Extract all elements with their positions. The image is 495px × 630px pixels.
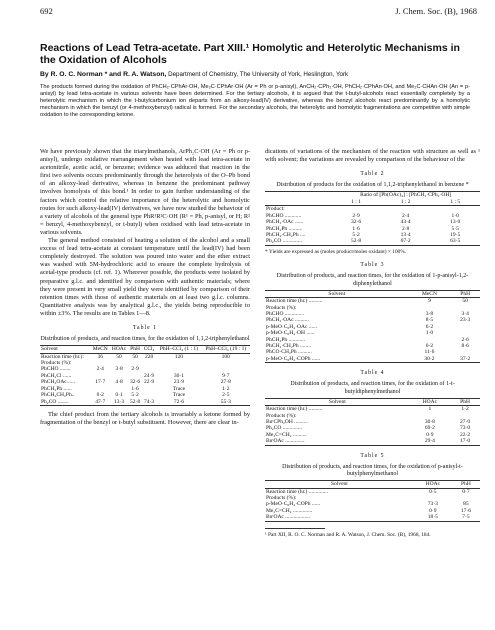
table-4-header: PhH [460,398,470,405]
table-1-header-solvent: Solvent [41,346,58,353]
row-label: PhCHO ........ [41,366,71,373]
row-label: Ph₂CO .............. [266,238,302,245]
table-4-number: Table 4 [360,370,385,377]
table-1-header: HOAc [111,346,127,353]
table-1 [40,345,250,406]
table-3-time-label: Reaction time (hr.) .......... [266,298,323,305]
table-cell: 100 [221,353,230,360]
row-label: PhCH₂·CH₂Ph ........ [266,343,311,350]
table-4-time-label: Reaction time (hr.) .......... [266,406,323,413]
right-column [265,148,480,538]
row-label: p-MeO·C₆H₄·COPh ...... [266,355,321,362]
table-cell: 69·2 [424,425,435,432]
table-cell: 23·3 [460,317,471,324]
table-3 [265,290,480,363]
table-cell: 67·2 [400,238,411,245]
table-cell: 50 [462,298,468,305]
table-cell: 5·5 [451,225,459,232]
table-cell: 55·3 [220,398,231,405]
table-cell: 120 [174,353,184,360]
table-cell: 3·4 [461,311,469,318]
table-5-products-label: Products (%): [266,494,297,501]
table-3-number: Table 3 [360,262,385,269]
table-cell: 22·9 [144,379,155,386]
table-cell: 72·6 [173,398,184,405]
table-1-header: MeCN [92,346,108,353]
table-cell: 0·9 [429,507,437,514]
table-cell: 3·8 [425,311,434,318]
table-cell: 11·6 [424,349,435,356]
table-cell: 2·6 [461,336,469,343]
table-1-caption: Distribution of products, and reaction times, for the oxidation of 1,1,2-triphenylethanol [40,336,250,343]
table-cell: 1·2 [461,406,469,413]
row-label: PhCHO .............. [266,311,305,318]
table-cell: 8·5 [425,317,434,324]
table-cell: 36 [97,353,103,360]
table-2 [265,191,480,245]
table-cell: 2·4 [96,366,104,373]
table-cell: 2·9 [352,212,360,219]
table-cell: 3·8 [115,366,123,373]
table-cell: 6·2 [425,323,434,330]
row-label: p-MeO·C₆H₄·COPh ...... [266,501,321,508]
discussion-paragraph: The chief product from the tertiary alcohols is invariably a ketone formed by fragmentation of the benzyl or t-butyl substituent. However, there are clear in- [40,410,250,427]
row-label: Me₂C=CH₂ .............. [266,507,313,514]
table-2-ratio-label: Ratio of [Pb(OAc)₄] : [PhCH₂·CPh₂·OH] [360,192,452,199]
row-label: BuᵗCPh₂OH .......... [266,419,308,426]
table-cell: 2·5 [222,392,230,399]
row-label: PhCH₂·OAc .......... [266,317,309,324]
row-label: PhCH₂·CH₂Ph .... [266,231,306,238]
table-cell: 4·8 [115,379,123,386]
table-cell: 19·5 [450,231,461,238]
table-1-header: PhH–CCl₄ (1 : 1) [159,346,198,353]
row-label: PhCH₂Ph ...... [41,385,72,392]
table-row [265,438,480,445]
table-cell: 13·4 [400,231,411,238]
author-names: By R. O. C. Norman * and R. A. Watson, [40,71,167,78]
table-cell: 1 [428,406,432,413]
table-cell: 0·5 [429,488,437,495]
method-paragraph: The general method consisted of heating a solution of the alcohol and a small excess of lead tetra-acetate at constant temperature until the lead(IV) had been completely destroyed. The solution was poured into water and the ether extract was washed with 5M-hydrochloric acid to ensure the complete hydrolysis of acetal-type products (cf. ref. 1). Wherever possible, the products were isolated by preparative g.l.c. and identified by comparison with authentic materials; where they were present in very small yield they were identified by comparison of their retention times with those of authentic materials on at least two g.l.c. columns. Quantitative analysis was by analytical g.l.c., the yields being reproducible to within ±3%. The results are in Tables 1—8. [40,237,250,317]
row-label: PhCH₂Ph ............ [266,336,306,343]
table-cell: 43·4 [400,219,411,226]
table-cell: 52·8 [351,238,362,245]
article-title: Reactions of Lead Tetra-acetate. Part XIII.¹ Homolytic and Heterolytic Mechanisms in the Oxidation of Alcohols [40,42,460,66]
row-label: p-MeO·C₆H₄·OAc ...... [266,323,318,330]
table-cell: 1·0 [451,212,459,219]
row-label: BuᵗOAc .............. [266,438,305,445]
row-label: PhCO·CH₂Ph .......... [266,349,312,356]
table-cell: 47·7 [95,398,106,405]
table-3-header-solvent: Solvent [328,290,346,297]
table-5-header: PhH [461,481,471,488]
table-cell: 5·2 [352,231,360,238]
table-1-header: PhH [130,346,140,353]
table-cell: 2·4 [401,212,410,219]
intro-paragraph: We have previously shown that the triarylmethanols, ArPh₂C·OH (Ar = Ph or p-anisyl), undergo oxidative rearrangement when heated with lead tetra-acetate in acetonitrile, acetic acid, or benzene; evidence was adduced that reaction in the first two solvents occurs predominantly through the heterolysis of the O–Pb bond of an alkoxy-lead derivative, whereas in benzene the predominant pathway involves homolysis of this bond.¹ In order to gain further understanding of the factors which control the relative importance of the heterolytic and homolytic routes for such alkoxy-lead(IV) derivatives, we have now studied the behaviour of a variety of alcohols of the general type PhR¹R²C·OH (R¹ = Ph, p-anisyl, or H; R² = benzyl, 4-methoxybenzyl, or t-butyl) when oxidised with lead tetra-acetate in various solvents. [40,148,250,236]
table-1-header: CCl₄ [143,346,155,353]
table-2-products-label: Product: [266,206,285,213]
table-4-caption: Distribution of products, and reaction times, for the oxidation of 1-t-butyldiphenylmethanol [290,381,455,395]
table-cell: 2·8 [401,225,410,232]
table-cell: 85 [463,501,469,508]
table-cell: 50 [132,353,138,360]
table-3-header: PhH [460,290,471,297]
table-3-caption: Distribution of products, and reaction times, for the oxidation of 1-p-anisyl-1,2-diphenylethanol [276,273,469,287]
table-cell: 7·5 [462,514,470,521]
table-cell: 18·5 [427,514,438,521]
table-cell: 8·6 [461,343,469,350]
affiliation: Department of Chemistry, The University of York, Heslington, York [168,71,349,78]
row-label: Me₂C=CH₂ .......... [266,431,307,438]
table-cell: 17·0 [460,438,471,445]
row-label: BuᵗOAc .................. [266,514,310,521]
table-cell: 0·2 [425,343,434,350]
footnote-divider [265,528,325,529]
table-cell: 24·9 [144,372,155,379]
table-row [265,514,480,521]
table-4-header-solvent: Solvent [328,398,346,405]
table-5-time-label: Reaction time (hr.) .............. [266,488,329,495]
table-cell: 0·9 [426,431,434,438]
row-label: PhCH₂·OAc ...... [266,219,304,226]
table-4-header: HOAc [422,398,438,405]
row-label: PhCH₂Cl ...... [41,372,72,379]
table-cell: 1·0 [425,330,434,337]
table-cell: 74·3 [144,398,155,405]
journal-reference: J. Chem. Soc. (B), 1968 [395,6,477,16]
table-cell: Trace [172,392,186,399]
row-label: Ph₂CO ........ [41,398,69,405]
table-cell: 63·5 [450,238,461,245]
table-cell: 27·8 [220,379,231,386]
table-cell: 73·3 [427,501,438,508]
left-column [40,148,250,427]
table-row [40,399,250,406]
table-cell: 13·0 [450,219,461,226]
row-label: PhCH₂Ph .......... [266,225,303,232]
table-cell: 22·2 [460,431,471,438]
table-cell: 220 [144,353,154,360]
table-cell: 1·2 [222,385,230,392]
table-2-header: 1 : 2 [400,198,411,205]
table-row [265,238,480,245]
table-5-header-solvent: Solvent [331,481,348,488]
table-cell: 9·7 [222,372,230,379]
table-cell: 23·9 [173,379,184,386]
table-cell: 0·1 [115,392,123,399]
table-cell: 17·7 [95,379,106,386]
row-label: p-MeO·C₆H₄·OH ...... [266,330,315,337]
table-cell: 27·0 [460,419,471,426]
table-2-footnote: * Yields are expressed as (moles product/moles oxidant) × 100%. [265,248,407,255]
table-cell: 1·6 [131,385,139,392]
table-3-products-label: Products (%): [266,304,297,311]
table-cell: 1·6 [352,225,360,232]
table-cell: 30·2 [424,355,435,362]
table-cell: 30·8 [424,419,435,426]
table-cell: 9 [428,298,431,305]
author-line [40,71,480,78]
table-row [265,356,480,363]
table-2-header: 1 : 5 [450,198,461,205]
table-5-number: Table 5 [360,452,385,459]
table-1-products-label: Products (%): [41,360,72,367]
table-1-time-label: Reaction time (hr.): [41,353,84,360]
row-label: PhCH₂OAc...... [41,379,76,386]
table-5 [265,480,480,521]
row-label: PhCH₂CH₂Ph.. [41,392,75,399]
table-2-number: Table 2 [360,171,385,178]
table-cell: 30·1 [173,372,184,379]
table-cell: 0·2 [96,392,104,399]
table-2-header: 1 : 1 [351,198,361,205]
table-3-header: MeCN [421,290,437,297]
table-1-header: PhH–CCl₄ (19 : 1) [205,346,247,353]
table-cell: 73·0 [460,425,471,432]
table-2-caption: Distribution of products for the oxidation of 1,1,2-triphenylethanol in benzene * [276,182,469,189]
table-4-products-label: Products (%): [266,412,297,419]
table-cell: Trace [172,385,186,392]
table-cell: 50 [116,353,122,360]
page-number: 692 [40,6,53,16]
table-cell: 29·4 [424,438,435,445]
abstract: The products formed during the oxidation of PhCH₂·CPhAr·OH, Me₂C·CPhAr·OH (Ar = Ph or p-anisyl), AnCH₂·CPh₂·OH, PhCH₂·CPhAn·OH, and Me₂C·CHAn·OH (An = p-anisyl) by lead tetra-acetate in various solvents have been determined. For the tertiary alcohols, it is argued that the t-butyl-alcohols react essentially completely by a heterolytic mechanism in which the t-butylcarbonium ion departs from an alkoxy-lead(IV) derivative, whereas the benzyl alcohols react predominantly by a homolytic mechanism in which the benzyl (or 4-methoxybenzyl) radical is formed. For the secondary alcohols, the heterolytic and homolytic fragmentations are competitive with simple oxidation to the corresponding ketone. [40,84,470,119]
table-cell: 32·6 [351,219,362,226]
table-cell: 0·7 [462,488,470,495]
table-cell: 32·6 [130,379,141,386]
table-cell: 5·2 [131,392,139,399]
table-cell: 52·8 [130,398,141,405]
table-cell: 17·6 [460,507,471,514]
table-4 [265,398,480,446]
reference-footnote: ¹ Part XII, R. O. C. Norman and R. A. Watson, J. Chem. Soc. (B), 1968, 184. [265,531,431,538]
table-5-caption: Distribution of products, and reaction times, for the oxidation of p-anisyl-t-butylphenylmethanol [282,463,463,477]
table-cell: 13·3 [113,398,125,405]
table-cell: 37·2 [460,355,471,362]
row-label: Ph₂CO .............. [266,425,302,432]
table-cell: 2·9 [131,366,139,373]
table-1-number: Table 1 [132,324,158,331]
row-label: PhCHO ............ [266,212,302,219]
discussion-continued: dications of variations of the mechanism of the reaction with structure as well as ¹ with solvent; the variations are revealed by comparison of the behaviour of the [265,148,480,164]
table-5-header: HOAc [425,481,441,488]
